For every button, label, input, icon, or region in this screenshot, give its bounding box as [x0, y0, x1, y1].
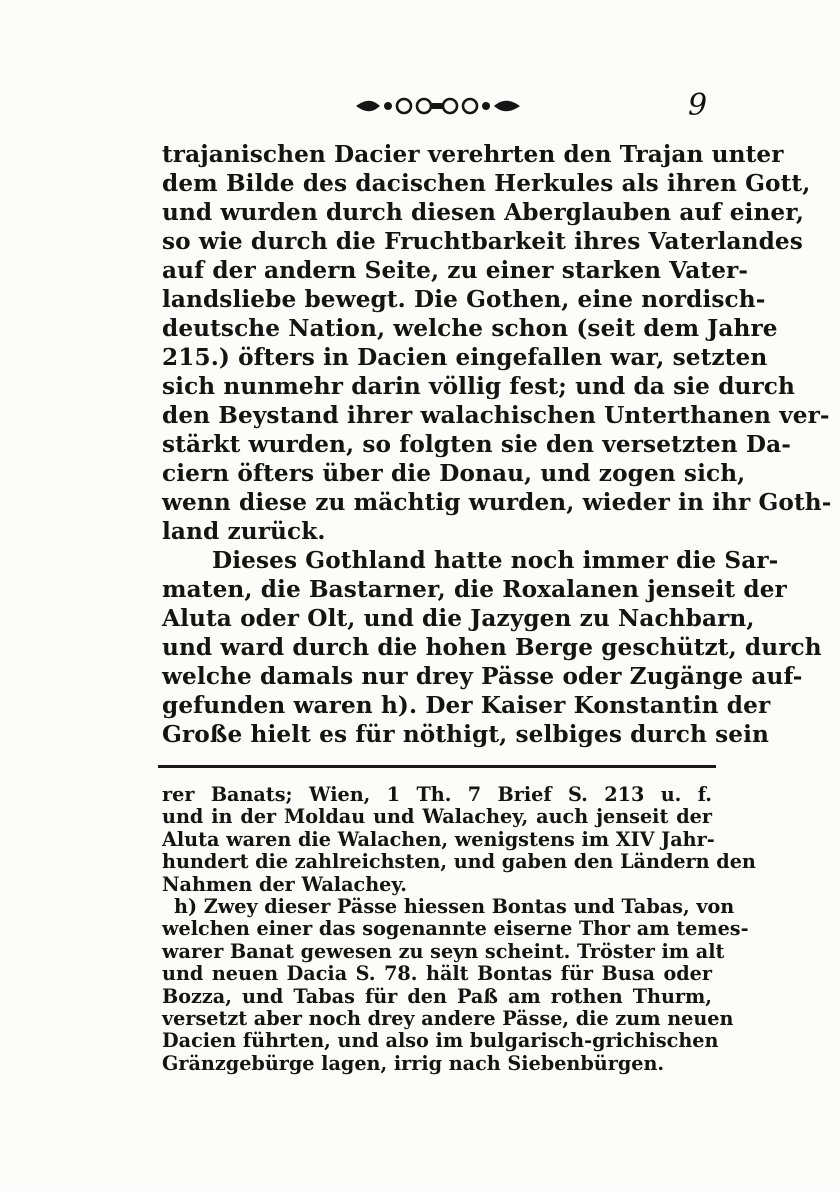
text-line: und ward durch die hohen Berge geschützt, durch	[162, 634, 822, 661]
footnote-divider	[158, 765, 716, 768]
text-line: Große hielt es für nöthigt, selbiges durch sein	[162, 721, 769, 748]
footnote-line: versetzt aber noch drey andere Pässe, die zum neuen	[162, 1006, 734, 1030]
text-line: deutsche Nation, welche schon (seit dem Jahre	[162, 315, 778, 342]
text-line: wenn diese zu mächtig wurden, wieder in ihr Goth-	[162, 489, 832, 516]
text-line: 215.) öfters in Dacien eingefallen war, setzten	[162, 344, 768, 371]
footnote-line: Dacien führten, und also im bulgarisch-grichischen	[162, 1029, 719, 1053]
text-line: Aluta oder Olt, und die Jazygen zu Nachbarn,	[162, 605, 755, 632]
text-line: stärkt wurden, so folgten sie den versetzten Da-	[162, 431, 791, 458]
text-line: so wie durch die Fruchtbarkeit ihres Vaterlandes	[162, 228, 803, 255]
text-line: welche damals nur drey Pässe oder Zugänge auf-	[162, 663, 803, 690]
text-line: trajanischen Dacier verehrten den Trajan unter	[162, 141, 784, 168]
footnote-line: Aluta waren die Walachen, wenigstens im XIV Jahr-	[162, 827, 715, 851]
footnote-line: hundert die zahlreichsten, und gaben den Ländern den	[162, 850, 756, 874]
text-line: und wurden durch diesen Aberglauben auf einer,	[162, 199, 805, 226]
footnote-line: warer Banat gewesen zu seyn scheint. Tröster im alt	[162, 939, 725, 963]
footnotes	[162, 783, 756, 1075]
text-line: land zurück.	[162, 518, 326, 545]
main-text	[162, 140, 832, 749]
footnote-line: und in der Moldau und Walachey, auch jenseit der	[162, 805, 712, 829]
footnote-line: welchen einer das sogenannte eiserne Thor am temes-	[162, 917, 749, 941]
text-line: den Beystand ihrer walachischen Unterthanen ver-	[162, 402, 830, 429]
text-line: dem Bilde des dacischen Herkules als ihren Gott,	[162, 170, 811, 197]
footnote-line: Nahmen der Walachey.	[162, 872, 407, 896]
footnote-line: und neuen Dacia S. 78. hält Bontas für Busa oder	[162, 962, 712, 986]
footnote-line: Bozza, und Tabas für den Paß am rothen Thurm,	[162, 984, 712, 1008]
paragraph-start-line: Dieses Gothland hatte noch immer die Sar-	[212, 547, 779, 574]
footnote-h-start: h) Zwey dieser Pässe hiessen Bontas und Tabas, von	[174, 894, 735, 918]
footnote-line: rer Banats; Wien, 1 Th. 7 Brief S. 213 u. f.	[162, 783, 712, 806]
text-line: maten, die Bastarner, die Roxalanen jenseit der	[162, 576, 787, 603]
text-line: ciern öfters über die Donau, und zogen sich,	[162, 460, 746, 487]
text-line: auf der andern Seite, zu einer starken Vater-	[162, 257, 749, 284]
decorative-ornament-icon	[352, 95, 524, 117]
footnote-line: Gränzgebürge lagen, irrig nach Siebenbürgen.	[162, 1051, 665, 1075]
text-line: sich nunmehr darin völlig fest; und da sie durch	[162, 373, 795, 400]
text-line: landsliebe bewegt. Die Gothen, eine nordisch-	[162, 286, 766, 313]
text-line: gefunden waren h). Der Kaiser Konstantin der	[162, 692, 771, 719]
page-number: 9	[688, 88, 708, 123]
